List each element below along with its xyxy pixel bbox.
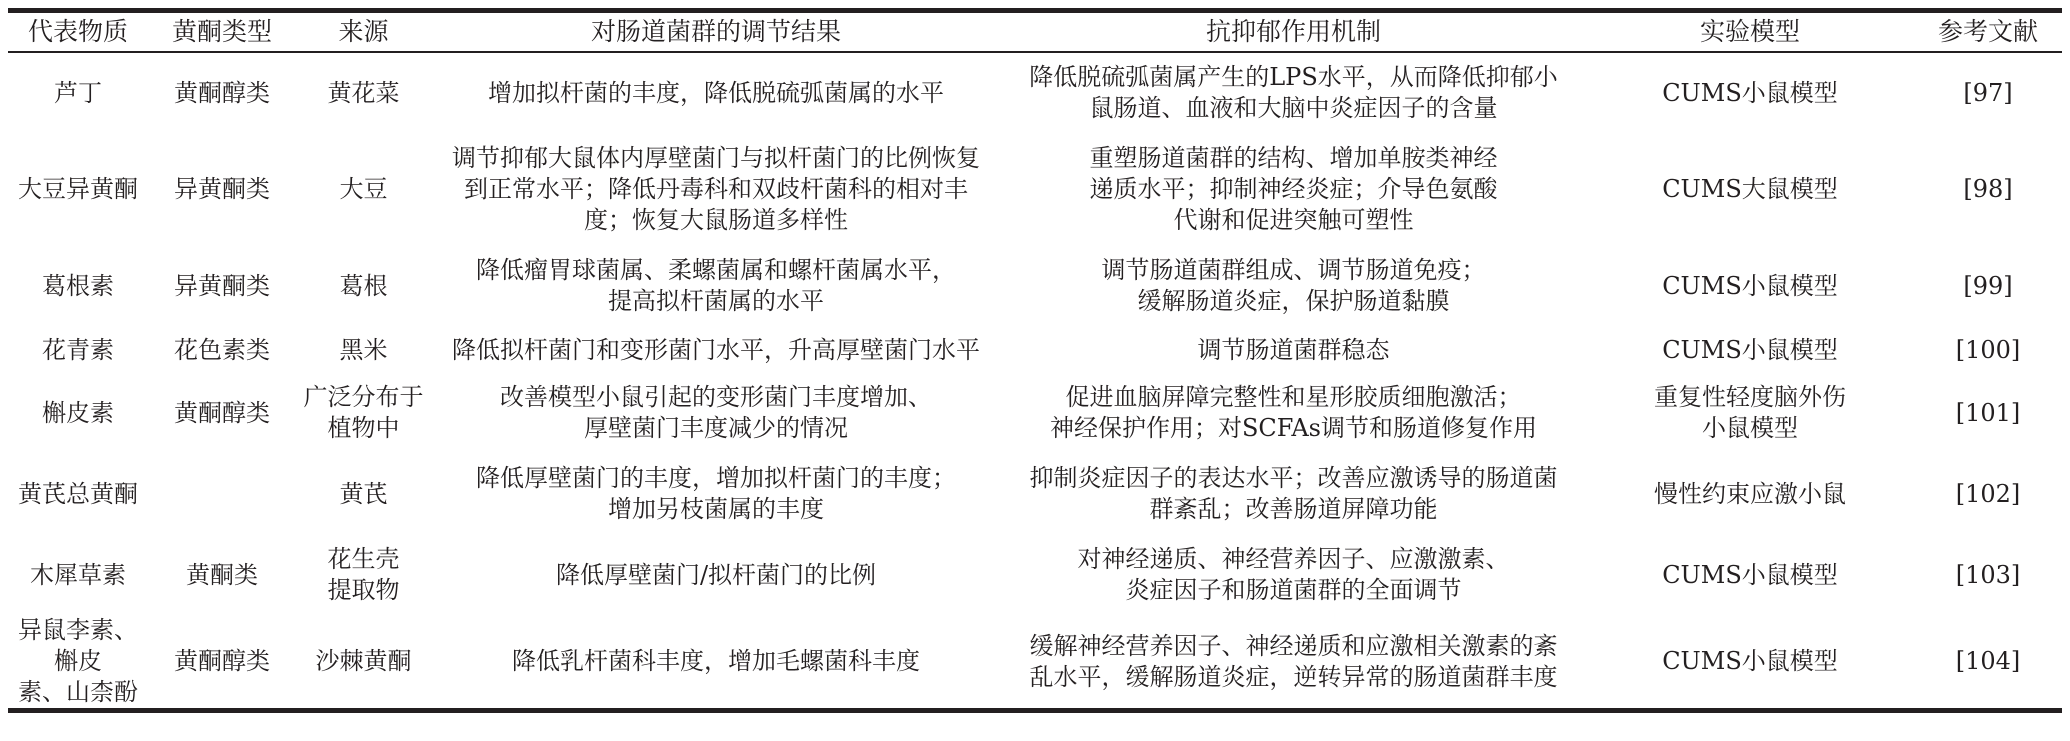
cell-source: 黑米 — [339, 335, 388, 364]
cell-reference: [101] — [1955, 398, 2021, 427]
cell-model: CUMS小鼠模型 — [1662, 271, 1838, 300]
cell-mechanism: 促进血脑屏障完整性和星形胶质细胞激活； 神经保护作用；对SCFAs调节和肠道修复作用 — [1049, 383, 1538, 442]
header-reference: 参考文献 — [1937, 17, 2038, 46]
cell-flavonoid-type: 异黄酮类 — [174, 271, 270, 300]
table-row — [8, 133, 2062, 245]
header-model: 实验模型 — [1699, 17, 1800, 46]
cell-source: 大豆 — [339, 174, 388, 203]
cell-mechanism: 调节肠道菌群稳态 — [1197, 335, 1390, 364]
cell-reference: [99] — [1963, 271, 2013, 300]
cell-flavonoid-type: 花色素类 — [174, 335, 270, 364]
cell-source: 沙棘黄酮 — [315, 647, 412, 675]
cell-reference: [98] — [1963, 174, 2013, 203]
cell-model: CUMS小鼠模型 — [1662, 560, 1838, 589]
cell-model: 慢性约束应激小鼠 — [1654, 479, 1846, 508]
cell-flavonoid-type: 异黄酮类 — [174, 174, 270, 203]
cell-flavonoid-type — [148, 453, 296, 535]
cell-model: CUMS大鼠模型 — [1662, 174, 1838, 203]
flavonoid-table — [8, 8, 2062, 713]
cell-source: 黄花菜 — [327, 78, 400, 107]
table-header-row — [8, 11, 2062, 53]
cell-gut-effect: 增加拟杆菌的丰度，降低脱硫弧菌属的水平 — [488, 78, 944, 107]
header-source: 来源 — [338, 17, 389, 46]
cell-source: 葛根 — [339, 271, 388, 300]
cell-gut-effect: 调节抑郁大鼠体内厚壁菌门与拟杆菌门的比例恢复 到正常水平；降低丹毒科和双歧杆菌科的相对丰 度；恢复大鼠肠道多样性 — [452, 143, 980, 234]
cell-flavonoid-type: 黄酮醇类 — [174, 78, 270, 107]
cell-reference: [103] — [1955, 560, 2021, 589]
cell-source: 黄芪 — [339, 479, 388, 508]
cell-mechanism: 抑制炎症因子的表达水平；改善应激诱导的肠道菌 群紊乱；改善肠道屏障功能 — [1029, 464, 1558, 523]
cell-gut-effect: 降低拟杆菌门和变形菌门水平，升高厚壁菌门水平 — [452, 335, 980, 364]
cell-substance: 芦丁 — [54, 78, 102, 107]
cell-substance: 槲皮素 — [42, 398, 114, 427]
cell-substance: 异鼠李素、槲皮 素、山柰酚 — [18, 616, 138, 706]
cell-mechanism: 调节肠道菌群组成、调节肠道免疫； 缓解肠道炎症，保护肠道黏膜 — [1101, 256, 1486, 315]
table-row — [8, 327, 2062, 373]
cell-substance: 木犀草素 — [30, 560, 126, 589]
cell-mechanism: 对神经递质、神经营养因子、应激激素、 炎症因子和肠道菌群的全面调节 — [1077, 545, 1510, 604]
header-substance: 代表物质 — [27, 17, 128, 46]
cell-reference: [97] — [1963, 78, 2013, 107]
cell-model: CUMS小鼠模型 — [1662, 647, 1838, 675]
table-row — [8, 453, 2062, 535]
cell-mechanism: 重塑肠道菌群的结构、增加单胺类神经 递质水平；抑制神经炎症；介导色氨酸 代谢和促进突触可塑性 — [1089, 143, 1498, 234]
cell-source: 广泛分布于 植物中 — [303, 383, 424, 442]
cell-flavonoid-type: 黄酮醇类 — [174, 647, 270, 675]
table-row — [8, 52, 2062, 133]
cell-gut-effect: 降低厚壁菌门的丰度，增加拟杆菌门的丰度； 增加另枝菌属的丰度 — [476, 464, 956, 523]
cell-model: 重复性轻度脑外伤 小鼠模型 — [1654, 383, 1846, 442]
cell-source: 花生壳 提取物 — [327, 545, 400, 604]
cell-reference: [104] — [1955, 647, 2021, 675]
cell-reference: [100] — [1955, 335, 2021, 364]
cell-model: CUMS小鼠模型 — [1662, 78, 1838, 107]
header-mechanism: 抗抑郁作用机制 — [1205, 17, 1381, 46]
cell-gut-effect: 改善模型小鼠引起的变形菌门丰度增加、 厚壁菌门丰度减少的情况 — [500, 383, 932, 442]
cell-mechanism: 降低脱硫弧菌属产生的LPS水平，从而降低抑郁小 鼠肠道、血液和大脑中炎症因子的含量 — [1029, 63, 1558, 122]
cell-substance: 黄芪总黄酮 — [18, 479, 138, 508]
table-row — [8, 535, 2062, 615]
cell-substance: 葛根素 — [42, 271, 114, 300]
table-row — [8, 373, 2062, 453]
cell-flavonoid-type: 黄酮醇类 — [174, 398, 270, 427]
cell-gut-effect: 降低瘤胃球菌属、柔螺菌属和螺杆菌属水平， 提高拟杆菌属的水平 — [476, 256, 956, 315]
header-gut-effect: 对肠道菌群的调节结果 — [590, 17, 841, 46]
cell-gut-effect: 降低乳杆菌科丰度，增加毛螺菌科丰度 — [512, 647, 920, 675]
cell-flavonoid-type: 黄酮类 — [186, 560, 258, 589]
table-row — [8, 615, 2062, 711]
cell-mechanism: 缓解神经营养因子、神经递质和应激相关激素的紊 乱水平，缓解肠道炎症，逆转异常的肠道菌群丰度 — [1029, 631, 1558, 691]
table-row — [8, 245, 2062, 327]
cell-substance: 花青素 — [42, 335, 114, 364]
cell-model: CUMS小鼠模型 — [1662, 335, 1838, 364]
cell-substance: 大豆异黄酮 — [18, 174, 138, 203]
header-flavonoid-type: 黄酮类型 — [171, 17, 272, 46]
cell-gut-effect: 降低厚壁菌门/拟杆菌门的比例 — [555, 560, 877, 589]
cell-reference: [102] — [1955, 479, 2021, 508]
